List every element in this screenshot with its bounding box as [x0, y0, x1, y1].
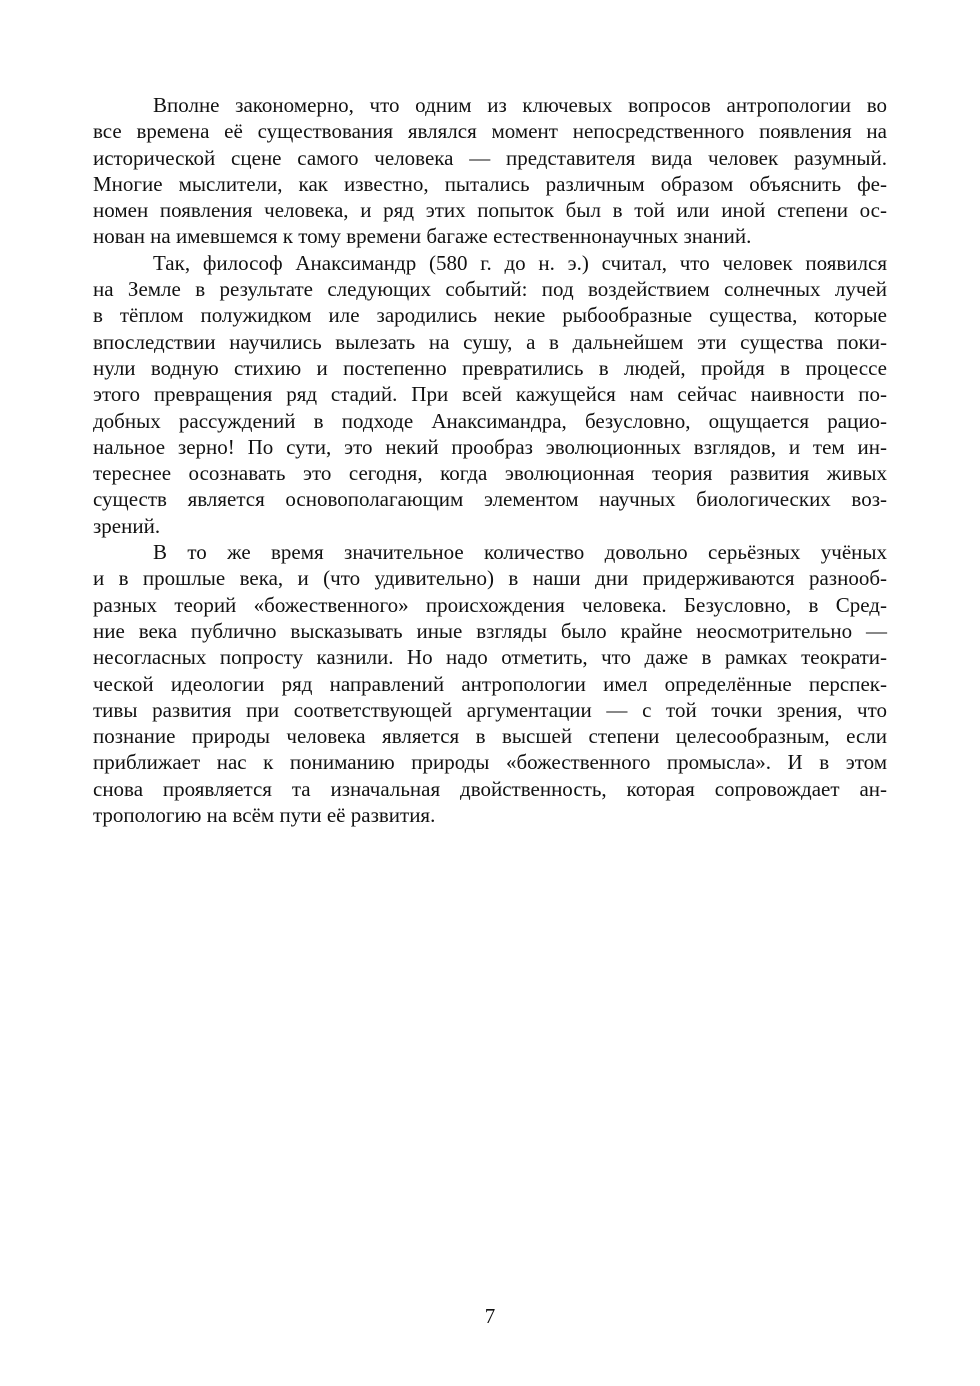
- text-line: нован на имевшемся к тому времени багаже естественнонаучных знаний.: [93, 224, 752, 249]
- text-line: тивы развития при соответствующей аргументации — с той точки зрения, что: [93, 697, 887, 722]
- text-line: ческой идеологии ряд направлений антропологии имел определённые перспек-: [93, 671, 887, 696]
- text-line: несогласных попросту казнили. Но надо отметить, что даже в рамках теократи-: [93, 645, 887, 670]
- text-line: впоследствии научились вылезать на сушу, а в дальнейшем эти существа поки-: [93, 329, 887, 354]
- text-line: В то же время значительное количество довольно серьёзных учёных: [153, 540, 887, 565]
- text-line: тереснее осознавать это сегодня, когда эволюционная теория развития живых: [93, 461, 887, 486]
- text-line: Многие мыслители, как известно, пытались различным образом объяснить фе-: [93, 171, 887, 196]
- paragraph-2: [93, 250, 887, 539]
- text-line: приближает нас к пониманию природы «божественного промысла». И в этом: [93, 750, 887, 775]
- text-line: в тёплом полужидком иле зародились некие рыбообразные существа, которые: [93, 303, 887, 328]
- paragraph-1: [93, 92, 887, 250]
- paragraph-3: [93, 539, 887, 828]
- text-line: существ является основополагающим элементом научных биологических воз-: [93, 487, 887, 512]
- document-page: [93, 92, 887, 828]
- text-line: познание природы человека является в высшей степени целесообразным, если: [93, 724, 887, 749]
- text-line: этого превращения ряд стадий. При всей кажущейся нам сейчас наивности по-: [93, 382, 887, 407]
- text-line: все времена её существования являлся момент непосредственного появления на: [93, 119, 887, 144]
- text-line: зрений.: [93, 513, 161, 538]
- text-line: разных теорий «божественного» происхождения человека. Безусловно, в Сред-: [93, 592, 887, 617]
- text-line: и в прошлые века, и (что удивительно) в наши дни придерживаются разнооб-: [93, 566, 887, 591]
- text-line: Так, философ Анаксимандр (580 г. до н. э.) считал, что человек появился: [153, 250, 887, 275]
- text-line: тропологию на всём пути её развития.: [93, 803, 436, 828]
- text-line: снова проявляется та изначальная двойственность, которая сопровождает ан-: [93, 776, 887, 801]
- text-line: нули водную стихию и постепенно превратились в людей, пройдя в процессе: [93, 355, 887, 380]
- text-line: номен появления человека, и ряд этих попыток был в той или иной степени ос-: [93, 198, 887, 223]
- text-line: добных рассуждений в подходе Анаксимандра, безусловно, ощущается рацио-: [93, 408, 887, 433]
- text-line: нальное зерно! По сути, это некий прообраз эволюционных взглядов, и тем ин-: [93, 434, 887, 459]
- text-line: на Земле в результате следующих событий: под воздействием солнечных лучей: [93, 277, 887, 302]
- page-number: 7: [484, 1304, 496, 1328]
- text-line: Вполне закономерно, что одним из ключевых вопросов антропологии во: [153, 93, 887, 117]
- text-line: исторической сцене самого человека — представителя вида человек разумный.: [93, 145, 887, 170]
- text-line: ние века публично высказывать иные взгляды было крайне неосмотрительно —: [93, 618, 887, 643]
